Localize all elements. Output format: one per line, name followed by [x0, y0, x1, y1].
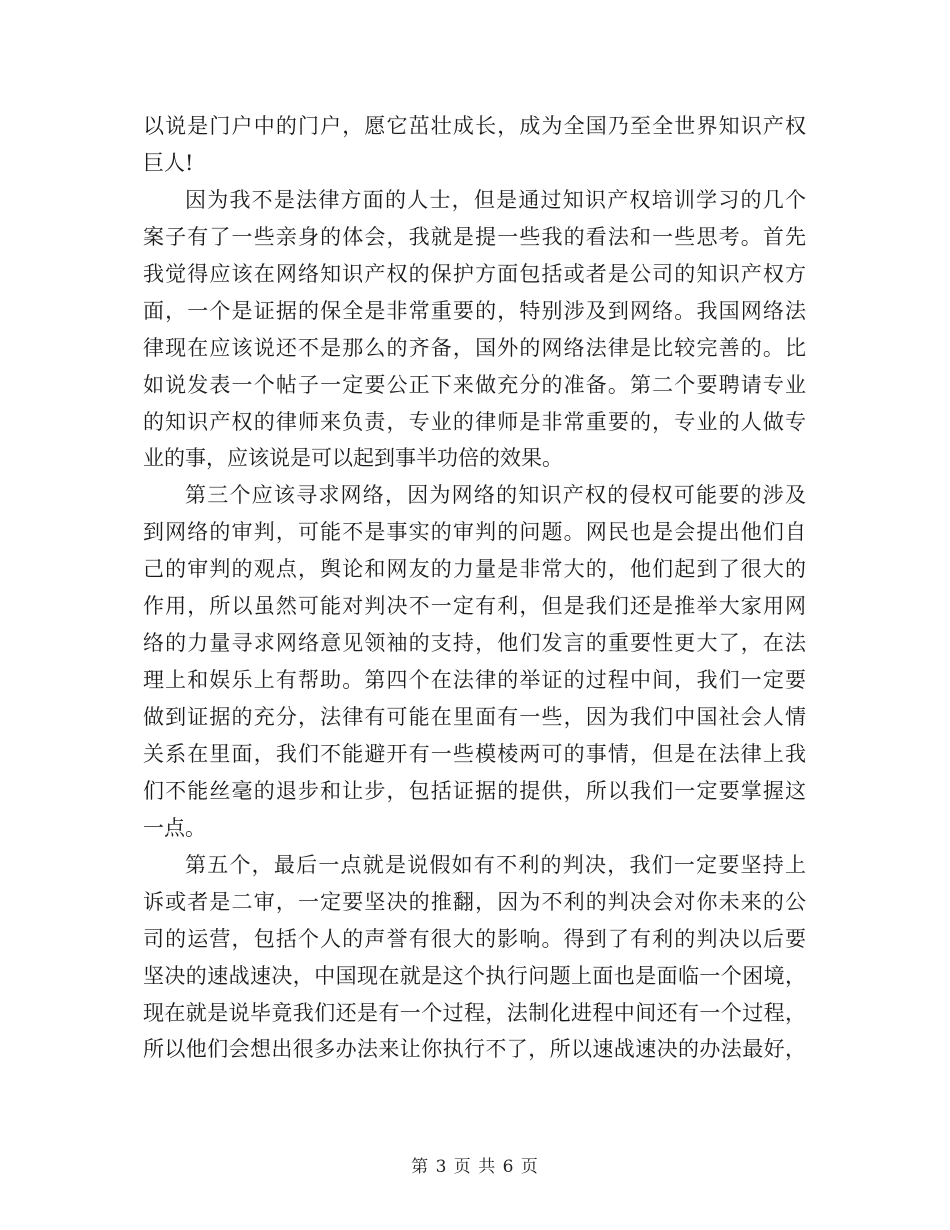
- text-line: 第五个，最后一点就是说假如有不利的判决，我们一定要坚持上: [185, 852, 806, 877]
- page-number-footer: 第 3 页 共 6 页: [411, 1157, 539, 1177]
- text-line: 案子有了一些亲身的体会，我就是提一些我的看法和一些思考。首先: [143, 224, 806, 249]
- text-line: 第三个应该寻求网络，因为网络的知识产权的侵权可能要的涉及: [185, 483, 806, 508]
- text-line: 我觉得应该在网络知识产权的保护方面包括或者是公司的知识产权方: [143, 261, 806, 286]
- text-line: 如说发表一个帖子一定要公正下来做充分的准备。第二个要聘请专业: [143, 372, 806, 397]
- text-line: 关系在里面，我们不能避开有一些模棱两可的事情，但是在法律上我: [143, 741, 806, 766]
- text-line: 们不能丝毫的退步和让步，包括证据的提供，所以我们一定要掌握这: [143, 778, 806, 803]
- text-line: 业的事，应该说是可以起到事半功倍的效果。: [143, 446, 563, 471]
- text-line: 一点。: [143, 815, 206, 840]
- text-line: 络的力量寻求网络意见领袖的支持，他们发言的重要性更大了，在法: [143, 631, 806, 656]
- text-line: 诉或者是二审，一定要坚决的推翻，因为不利的判决会对你未来的公: [143, 889, 806, 914]
- text-line: 律现在应该说还不是那么的齐备，国外的网络法律是比较完善的。比: [143, 335, 806, 360]
- text-line: 到网络的审判，可能不是事实的审判的问题。网民也是会提出他们自: [143, 520, 806, 545]
- text-line: 面，一个是证据的保全是非常重要的，特别涉及到网络。我国网络法: [143, 298, 806, 323]
- text-line: 巨人!: [143, 150, 194, 175]
- text-line: 司的运营，包括个人的声誉有很大的影响。得到了有利的判决以后要: [143, 926, 806, 951]
- text-line: 以说是门户中的门户，愿它茁壮成长，成为全国乃至全世界知识产权: [143, 114, 806, 138]
- text-line: 作用，所以虽然可能对判决不一定有利，但是我们还是推举大家用网: [143, 594, 806, 619]
- text-line: 做到证据的充分，法律有可能在里面有一些，因为我们中国社会人情: [143, 705, 806, 729]
- text-line: 己的审判的观点，舆论和网友的力量是非常大的，他们起到了很大的: [143, 557, 806, 582]
- text-line: 理上和娱乐上有帮助。第四个在法律的举证的过程中间，我们一定要: [143, 668, 806, 693]
- text-line: 坚决的速战速决，中国现在就是这个执行问题上面也是面临一个困境，: [143, 963, 806, 988]
- text-line: 因为我不是法律方面的人士，但是通过知识产权培训学习的几个: [185, 187, 806, 212]
- text-line: 所以他们会想出很多办法来让你执行不了，所以速战速决的办法最好，: [143, 1037, 806, 1062]
- body-text: [143, 108, 806, 1068]
- text-line: 的知识产权的律师来负责，专业的律师是非常重要的，专业的人做专: [143, 409, 806, 434]
- text-line: 现在就是说毕竟我们还是有一个过程，法制化进程中间还有一个过程，: [143, 1000, 806, 1025]
